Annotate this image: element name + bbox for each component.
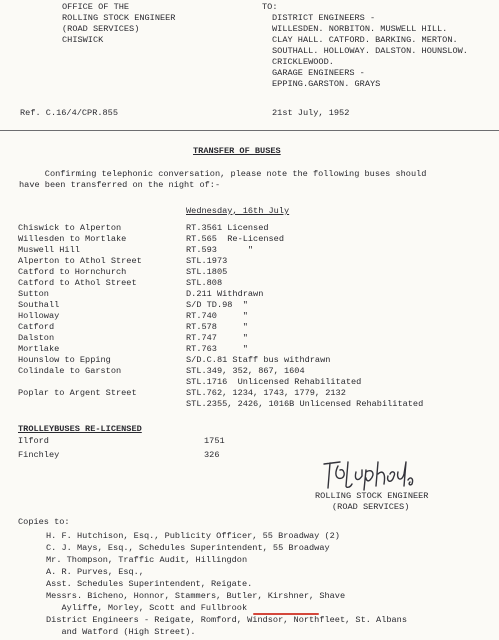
transfer-detail: RT.593 " (186, 245, 254, 255)
handwritten-signature (318, 458, 418, 492)
transfer-route: Holloway (18, 311, 60, 321)
trolley-number: 1751 (204, 436, 225, 446)
transfer-route: Sutton (18, 289, 49, 299)
to-line-3: CLAY HALL. CATFORD. BARKING. MERTON. (272, 35, 458, 45)
transfer-detail: D.211 Withdrawn (186, 289, 264, 299)
transfer-route: Catford to Hornchurch (18, 267, 127, 277)
transfer-route: Dalston (18, 333, 55, 343)
trolley-place: Ilford (18, 436, 49, 446)
reference: Ref. C.16/4/CPR.855 (20, 108, 118, 118)
transfer-route: Southall (18, 300, 60, 310)
copy-line: Asst. Schedules Superintendent, Reigate. (46, 579, 253, 589)
signatory-title: ROLLING STOCK ENGINEER (315, 491, 429, 501)
trolleybus-heading: TROLLEYBUSES RE-LICENSED (18, 424, 142, 434)
transfer-row (0, 322, 499, 332)
copy-line: A. R. Purves, Esq., (46, 567, 144, 577)
transfer-route: Mortlake (18, 344, 60, 354)
copy-line: Mr. Thompson, Traffic Audit, Hillingdon (46, 555, 248, 565)
from-line-3: (ROAD SERVICES) (62, 24, 140, 34)
copy-line: and Watford (High Street). (46, 627, 196, 637)
transfer-row (0, 234, 499, 244)
copy-line: Messrs. Bicheno, Honnor, Stammers, Butler, Kirshner, Shave (46, 591, 346, 601)
copy-line: District Engineers - Reigate, Romford, Windsor, Northfleet, St. Albans (46, 615, 407, 625)
transfer-row (0, 267, 499, 277)
transfer-route: Alperton to Athol Street (18, 256, 142, 266)
from-line-4: CHISWICK (62, 35, 104, 45)
to-line-1: DISTRICT ENGINEERS - (272, 13, 376, 23)
letter-date: 21st July, 1952 (272, 108, 350, 118)
transfer-detail: RT.747 " (186, 333, 248, 343)
transfer-row (0, 377, 499, 387)
transfer-detail: S/D.C.81 Staff bus withdrawn (186, 355, 331, 365)
to-line-5: CRICKLEWOOD. (272, 57, 334, 67)
transfer-row (0, 355, 499, 365)
to-line-7: EPPING.GARSTON. GRAYS (272, 79, 381, 89)
transfer-detail: STL.349, 352, 867, 1604 (186, 366, 305, 376)
intro-line-2: have been transferred on the night of:- (19, 180, 221, 190)
subject-heading: TRANSFER OF BUSES (193, 146, 281, 156)
transfer-detail: RT.740 " (186, 311, 248, 321)
trolley-place: Finchley (18, 450, 60, 460)
day-heading: Wednesday, 16th July (186, 206, 290, 216)
transfer-detail: STL.1716 Unlicensed Rehabilitated (186, 377, 362, 387)
transfer-row (0, 311, 499, 321)
transfer-row (0, 344, 499, 354)
transfer-row (0, 256, 499, 266)
transfer-detail: RT.763 " (186, 344, 248, 354)
transfer-route: Colindale to Garston (18, 366, 122, 376)
to-line-2: WILLESDEN. NORBITON. MUSWELL HILL. (272, 24, 448, 34)
transfer-detail: RT.578 " (186, 322, 248, 332)
trolley-number: 326 (204, 450, 220, 460)
copy-line: Ayliffe, Morley, Scott and Fullbrook (46, 603, 248, 613)
transfer-detail: STL.2355, 2426, 1016B Unlicensed Rehabilitated (186, 399, 424, 409)
transfer-route: Hounslow to Epping (18, 355, 111, 365)
transfer-route: Poplar to Argent Street (18, 388, 137, 398)
transfer-detail: RT.3561 Licensed (186, 223, 269, 233)
transfer-row (0, 366, 499, 376)
transfer-row (0, 223, 499, 233)
transfer-route: Willesden to Mortlake (18, 234, 127, 244)
transfer-row (0, 245, 499, 255)
transfer-detail: S/D TD.98 " (186, 300, 248, 310)
transfer-detail: RT.565 Re-Licensed (186, 234, 284, 244)
transfer-row (0, 333, 499, 343)
transfer-row (0, 300, 499, 310)
transfer-route: Catford (18, 322, 55, 332)
transfer-route: Chiswick to Alperton (18, 223, 122, 233)
transfer-detail: STL.1973 (186, 256, 228, 266)
transfer-row (0, 289, 499, 299)
transfer-detail: STL.808 (186, 278, 223, 288)
to-line-6: GARAGE ENGINEERS - (272, 68, 365, 78)
transfer-row (0, 278, 499, 288)
transfer-route: Muswell Hill (18, 245, 80, 255)
divider (0, 130, 499, 131)
from-line-1: OFFICE OF THE (62, 2, 130, 12)
transfer-route: Catford to Athol Street (18, 278, 137, 288)
copy-line: C. J. Mays, Esq., Schedules Superintendent, 55 Broadway (46, 543, 330, 553)
intro-line-1: Confirming telephonic conversation, please note the following buses should (19, 169, 427, 179)
signatory-subtitle: (ROAD SERVICES) (332, 502, 410, 512)
to-line-4: SOUTHALL. HOLLOWAY. DALSTON. HOUNSLOW. (272, 46, 468, 56)
copy-line: H. F. Hutchison, Esq., Publicity Officer, 55 Broadway (2) (46, 531, 340, 541)
transfer-detail: STL.762, 1234, 1743, 1779, 2132 (186, 388, 346, 398)
transfer-row (0, 399, 499, 409)
copies-label: Copies to: (18, 517, 70, 527)
to-label: TO: (262, 2, 278, 12)
transfer-row (0, 388, 499, 398)
transfer-detail: STL.1805 (186, 267, 228, 277)
from-line-2: ROLLING STOCK ENGINEER (62, 13, 176, 23)
